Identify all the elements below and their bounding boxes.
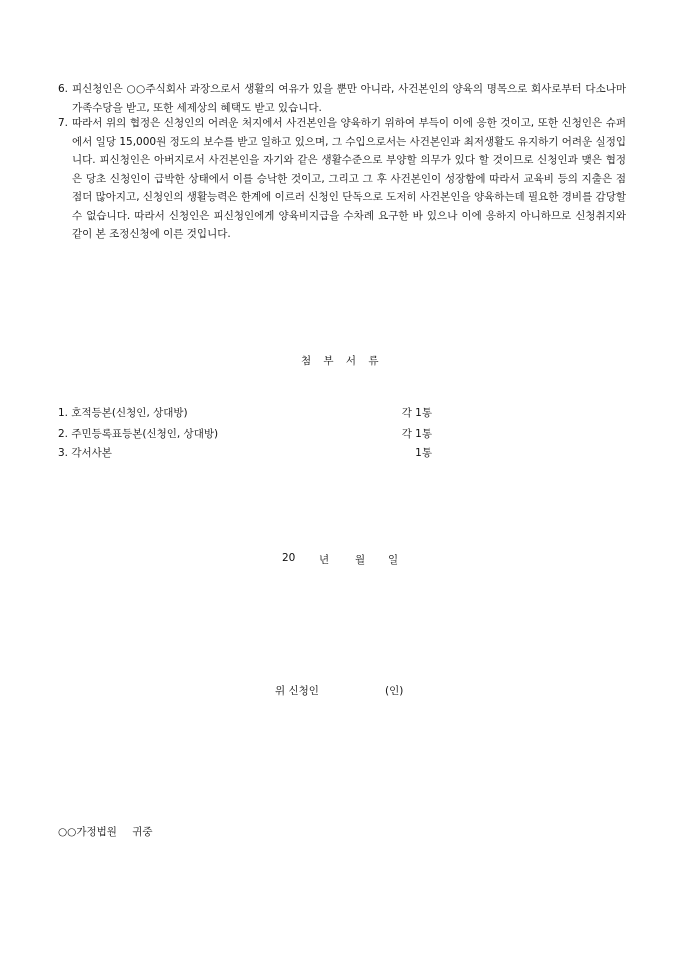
signature-label: 위 신청인 [275, 685, 319, 697]
date-month-unit: 월 [355, 554, 366, 566]
attachment-label: 3. 각서사본 [58, 447, 112, 459]
attachment-quantity: 각 1통 [401, 428, 432, 440]
attachment-item [58, 445, 438, 463]
date-year: 20 [282, 552, 296, 564]
attachments-title: 첨 부 서 류 [300, 355, 380, 367]
paragraph-7 [58, 114, 626, 244]
attachment-quantity: 각 1통 [401, 407, 432, 419]
court-suffix: 귀중 [132, 826, 153, 838]
seal-mark: (인) [385, 685, 404, 697]
paragraph-6 [58, 80, 626, 117]
court-name: ○○가정법원 [58, 826, 117, 838]
date-day-unit: 일 [388, 554, 399, 566]
date-year-unit: 년 [319, 554, 330, 566]
paragraph-text: 피신청인은 ○○주식회사 과장으로서 생활의 여유가 있을 뿐만 아니라, 사건본인의 양육의 명목으로 회사로부터 다소나마 가족수당을 받고, 또한 세제상의 혜택도 받고 있습니다. [72, 83, 626, 114]
paragraph-text: 따라서 위의 협정은 신청인의 어려운 처지에서 사건본인을 양육하기 위하여 부득이 이에 응한 것이고, 또한 신청인은 슈퍼에서 일당 15,000원 정도의 보수를 받고 일하고 있으며, 그 수입으로서는 사건본인과 최저생활도 유지하기 어려운 실정입니다. 피신청인은 아버지로서 사건본인을 자기와 같은 생활수준으로 부양할 의무가 있다 할 것이므로 신청인과 맺은 협정은 당초 신청인이 급박한 상태에서 이를 승낙한 것이고, 그리고 그 후 사건본인이 성장함에 따라서 교육비 등의 지출은 점점더 많아지고, 신청인의 생활능력은 한계에 이르러 신청인 단독으로 도저히 사건본인을 양육하는데 필요한 경비를 감당할 수 없습니다. 따라서 신청인은 피신청인에게 양육비지급을 수차례 요구한 바 있으나 이에 응하지 아니하므로 신청취지와 같이 본 조정신청에 이른 것입니다. [72, 117, 626, 240]
court-addressee [58, 824, 153, 839]
paragraph-number: 6. [58, 83, 69, 95]
attachment-quantity: 1통 [415, 447, 432, 459]
attachment-label: 2. 주민등록표등본(신청인, 상대방) [58, 428, 219, 440]
attachment-label: 1. 호적등본(신청인, 상대방) [58, 407, 188, 419]
attachment-item [58, 426, 438, 444]
attachment-item [58, 405, 438, 423]
paragraph-number: 7. [58, 117, 69, 129]
